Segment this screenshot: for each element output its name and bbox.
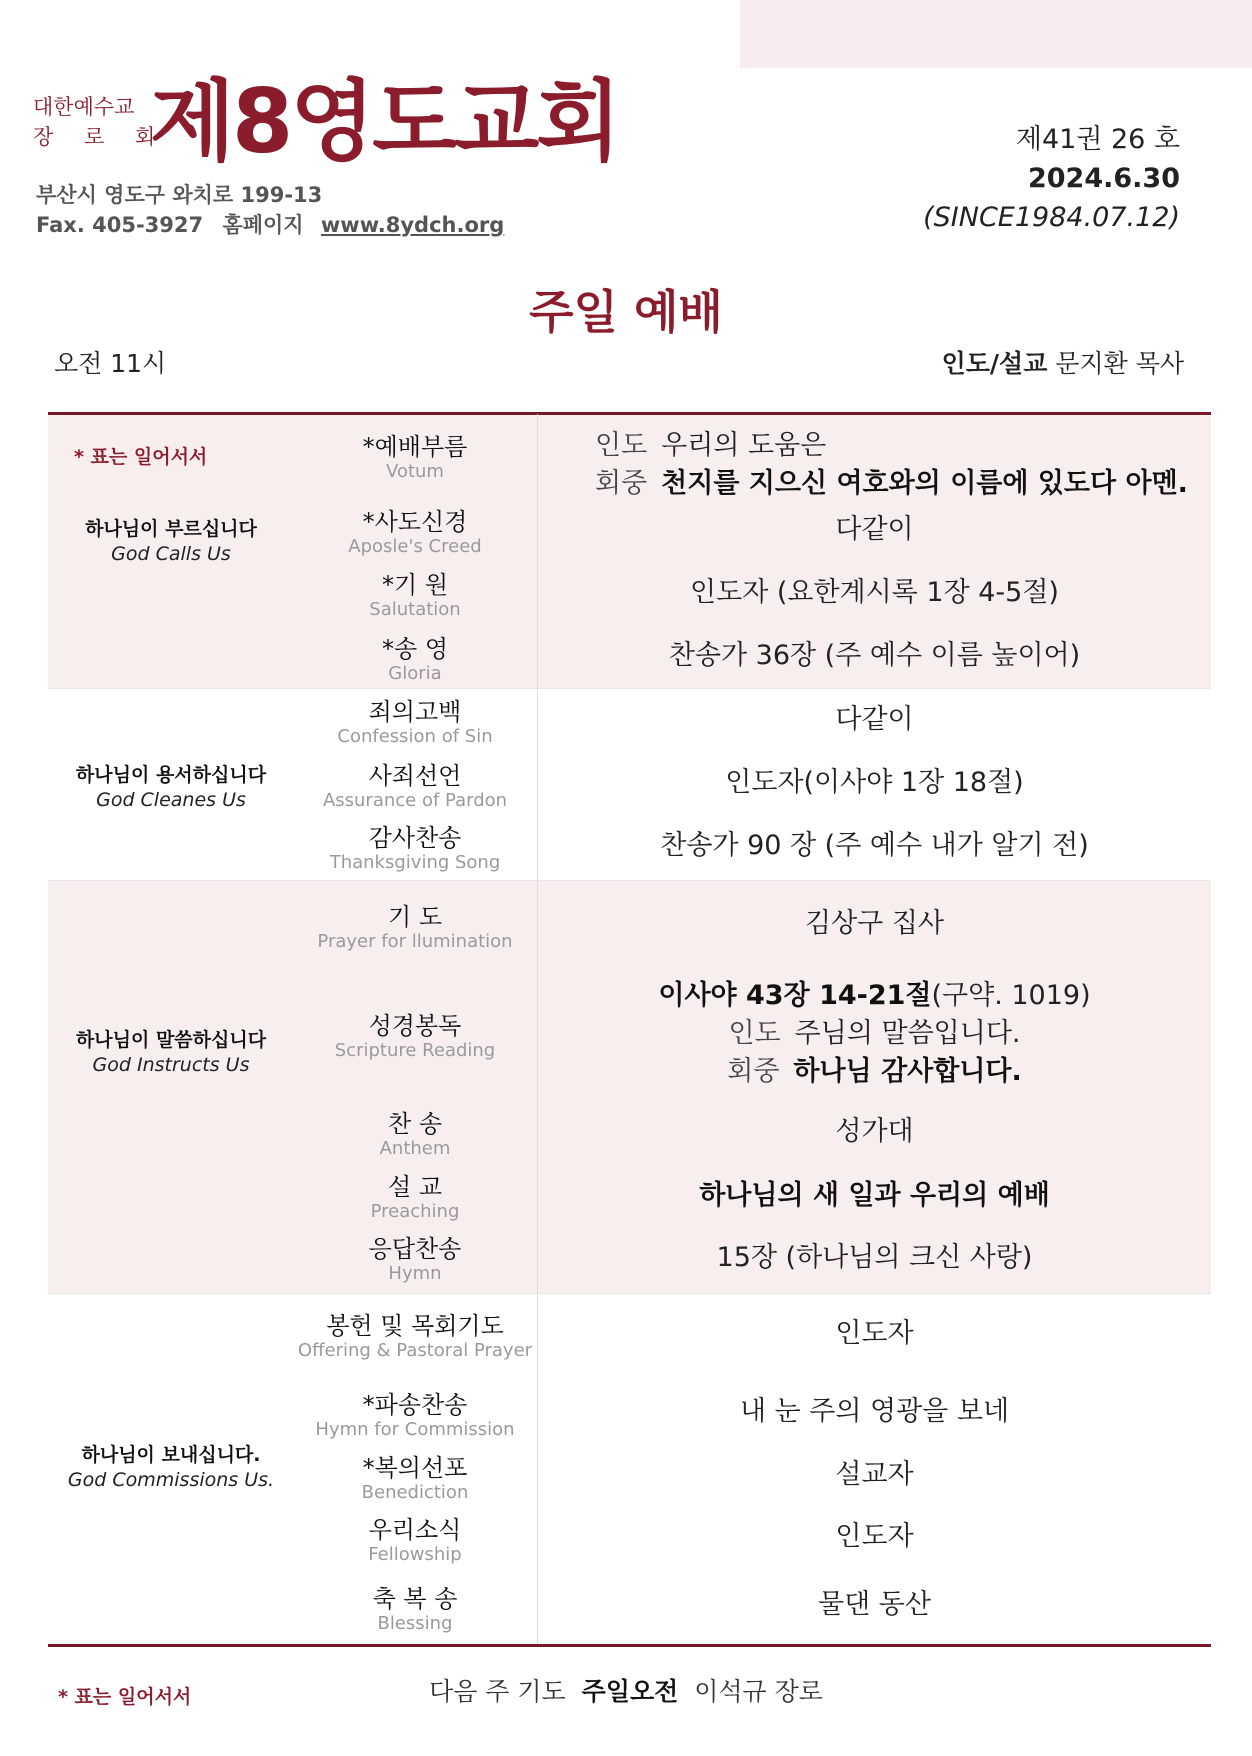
service-leader (942, 346, 1184, 382)
item-ko: 응답찬송 (368, 1235, 462, 1263)
section-divider (48, 880, 1211, 881)
item-ko: *사도신경 (362, 508, 468, 536)
section-divider (48, 1293, 1211, 1294)
item-en: Aposle's Creed (348, 536, 482, 557)
worship-item (295, 1391, 535, 1441)
item-en: Offering & Pastoral Prayer (297, 1340, 533, 1361)
item-content: 다같이 (835, 704, 914, 735)
scripture-page: (구약. 1019) (931, 980, 1091, 1011)
item-en: Preaching (370, 1201, 460, 1222)
worship-item (295, 571, 535, 621)
sermon-title: 하나님의 새 일과 우리의 예배 (699, 1180, 1050, 1211)
item-ko: 감사찬송 (368, 824, 462, 852)
denomination-line1: 대한예수교 (33, 95, 135, 119)
founding-date: (SINCE1984.07.12) (923, 202, 1180, 233)
item-content: 15장 (하나님의 크신 사랑) (716, 1242, 1033, 1273)
section-divider (48, 688, 1211, 689)
item-en: Blessing (377, 1613, 453, 1634)
scripture-passage: 이사야 43장 14-21절 (658, 980, 932, 1011)
worship-item (295, 1454, 535, 1504)
leader-label: 인도 (595, 430, 648, 461)
prayer-label: 다음 주 기도 (429, 1677, 566, 1706)
item-ko: *기 원 (382, 571, 448, 599)
item-en: Votum (386, 461, 444, 482)
leader-text: 우리의 도움은 (661, 430, 827, 461)
worship-item (295, 1173, 535, 1223)
item-ko: 사죄선언 (368, 762, 462, 790)
people-text: 천지를 지으신 여호와의 이름에 있도다 아멘. (661, 468, 1188, 499)
item-ko: 기 도 (388, 903, 442, 931)
item-en: Gloria (388, 663, 442, 684)
worship-item (295, 508, 535, 558)
table-bottom-rule (48, 1644, 1211, 1647)
standing-note: * 표는 일어서서 (74, 446, 208, 468)
item-en: Prayer for llumination (317, 931, 513, 952)
footer-standing-note: * 표는 일어서서 (58, 1686, 192, 1708)
item-content: 찬송가 36장 (주 예수 이름 높이어) (668, 640, 1081, 671)
church-address: 부산시 영도구 와치로 199-13 (36, 183, 323, 207)
item-ko: *송 영 (382, 635, 448, 663)
worship-item (295, 1012, 535, 1062)
worship-item (295, 824, 535, 874)
item-content: 설교자 (835, 1459, 914, 1490)
item-en: Confession of Sin (337, 726, 493, 747)
people-label: 회중 (727, 1056, 780, 1087)
item-content: 찬송가 90 장 (주 예수 내가 알기 전) (660, 830, 1089, 861)
issue-info (923, 120, 1180, 237)
item-content: 다같이 (835, 514, 914, 545)
worship-item (295, 762, 535, 812)
item-content: 인도자 (835, 1318, 914, 1349)
item-en: Benediction (361, 1482, 469, 1503)
item-en: Hymn for Commission (315, 1419, 515, 1440)
item-ko: *예배부름 (362, 433, 468, 461)
homepage-label: 홈페이지 (222, 213, 304, 237)
worship-item (295, 903, 535, 953)
worship-item (295, 1516, 535, 1566)
item-en: Hymn (388, 1263, 442, 1284)
item-content: 성가대 (835, 1116, 914, 1147)
item-ko: *복의선포 (362, 1454, 468, 1482)
item-en: Scripture Reading (334, 1040, 496, 1061)
section-ko: 하나님이 말씀하십니다 (75, 1029, 267, 1051)
item-content: 물댄 동산 (818, 1589, 931, 1620)
next-week-prayer (0, 1672, 1252, 1712)
votum-responsive (538, 427, 1211, 503)
leader-name: 문지환 목사 (1055, 349, 1184, 378)
item-en: Anthem (379, 1138, 451, 1159)
section-en: God Commissions Us. (67, 1469, 275, 1491)
item-ko: 죄의고백 (368, 698, 462, 726)
item-ko: 우리소식 (368, 1516, 462, 1544)
section-en: God Cleanes Us (96, 789, 246, 811)
prayer-service: 주일오전 (581, 1677, 679, 1706)
people-text: 하나님 감사합니다. (793, 1056, 1022, 1087)
worship-item (295, 1585, 535, 1635)
worship-item (295, 433, 535, 483)
worship-item (295, 1312, 535, 1362)
item-content: 김상구 집사 (805, 908, 944, 939)
leader-label: 인도 (728, 1018, 781, 1049)
item-en: Thanksgiving Song (329, 852, 501, 873)
section-ko: 하나님이 부르십니다 (85, 518, 257, 540)
section-en: God Calls Us (111, 543, 231, 565)
prayer-name: 이석규 장로 (694, 1677, 823, 1706)
leader-label: 인도/설교 (941, 349, 1048, 378)
service-time: 오전 11시 (54, 349, 167, 378)
item-content: 인도자 (835, 1521, 914, 1552)
people-label: 회중 (595, 468, 648, 499)
item-ko: 찬 송 (388, 1110, 442, 1138)
item-content: 내 눈 주의 영광을 보네 (739, 1396, 1010, 1427)
corner-decoration (740, 0, 1252, 68)
issue-date: 2024.6.30 (1027, 163, 1180, 194)
section-ko: 하나님이 보내십니다. (81, 1444, 261, 1466)
item-ko: 성경봉독 (368, 1012, 462, 1040)
item-en: Salutation (369, 599, 461, 620)
issue-volume: 제41권 26 호 (1015, 124, 1180, 155)
item-ko: 봉헌 및 목회기도 (326, 1312, 504, 1340)
item-en: Assurance of Pardon (322, 790, 508, 811)
item-ko: 설 교 (388, 1173, 442, 1201)
section-label-commission (46, 1442, 296, 1492)
church-name: 제8영도교회 (150, 70, 619, 173)
item-content: 인도자(이사야 1장 18절) (725, 767, 1024, 798)
section-label-instruct (46, 1027, 296, 1077)
worship-item (295, 1235, 535, 1285)
item-ko: 축 복 송 (372, 1585, 458, 1613)
leader-text: 주님의 말씀입니다. (794, 1018, 1021, 1049)
section-en: God Instructs Us (92, 1054, 250, 1076)
section-label-call (46, 516, 296, 566)
worship-item (295, 698, 535, 748)
scripture-reading (538, 977, 1211, 1091)
denomination (33, 92, 167, 152)
item-content: 인도자 (요한계시록 1장 4-5절) (690, 577, 1059, 608)
item-en: Fellowship (368, 1544, 462, 1565)
section-ko: 하나님이 용서하십니다 (75, 764, 267, 786)
item-ko: *파송찬송 (362, 1391, 468, 1419)
worship-item (295, 1110, 535, 1160)
denomination-line2: 장 로 회 (33, 125, 168, 149)
worship-item (295, 635, 535, 685)
church-contact (36, 180, 504, 240)
section-label-cleanse (46, 762, 296, 812)
table-top-rule (48, 412, 1211, 415)
church-fax: Fax. 405-3927 (36, 213, 204, 237)
homepage-link[interactable]: www.8ydch.org (320, 213, 505, 237)
service-title: 주일 예배 (529, 285, 723, 339)
